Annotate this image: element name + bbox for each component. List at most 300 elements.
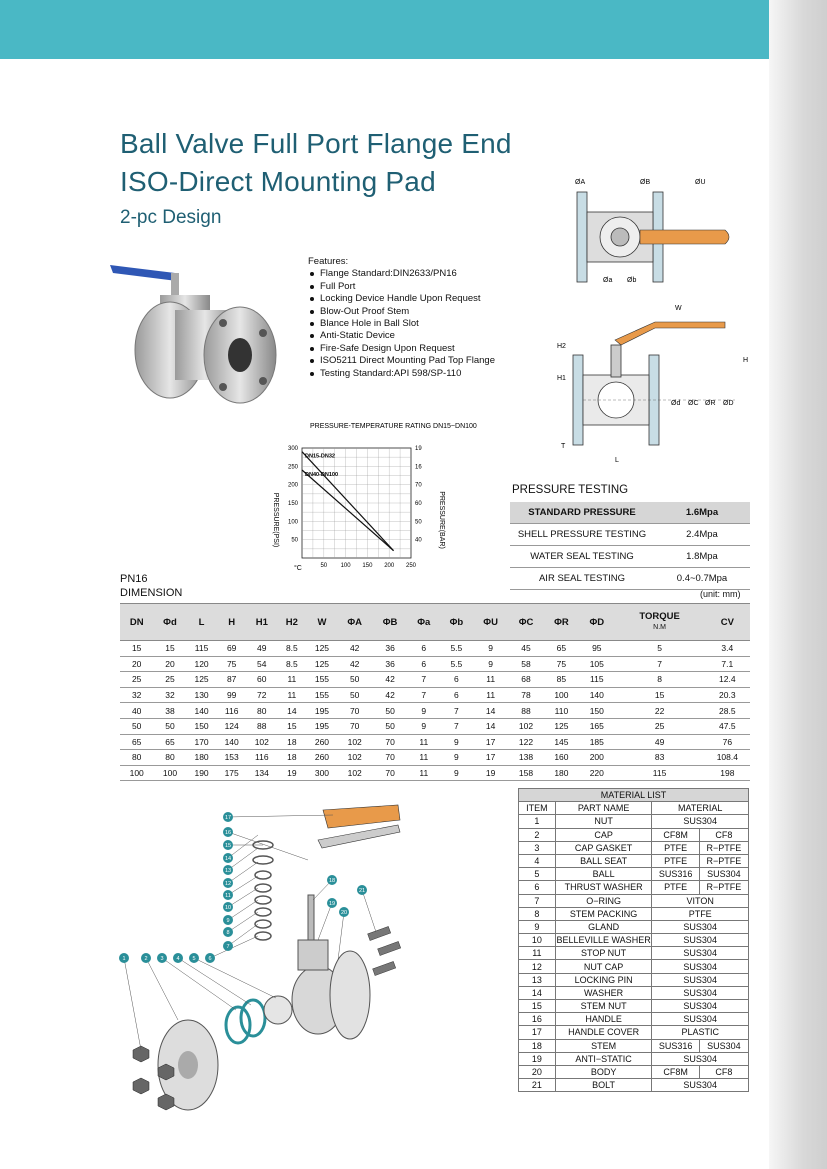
dimension-cell: 5.5	[440, 641, 473, 657]
dimension-cell: 65	[544, 641, 579, 657]
dimension-cell: 11	[277, 672, 307, 688]
dimension-cell: 6	[440, 672, 473, 688]
chart-y2tick: 50	[415, 519, 422, 526]
dimension-cell: 17	[473, 734, 508, 750]
dimension-header: H2	[277, 604, 307, 641]
dimension-cell: 70	[372, 734, 407, 750]
top-view-drawing	[565, 172, 745, 297]
dimension-cell: 40	[120, 703, 153, 719]
label-Øa: Øa	[603, 277, 613, 284]
material-row	[519, 947, 749, 960]
material-value: SUS304	[652, 934, 749, 947]
dimension-cell: 11	[473, 672, 508, 688]
callout-number: 13	[224, 868, 232, 874]
dimension-cell: 100	[544, 687, 579, 703]
dimension-cell: 15	[615, 687, 705, 703]
pressure-row	[510, 568, 750, 590]
dimension-cell: 18	[277, 734, 307, 750]
pressure-test-value: 1.8Mpa	[654, 546, 750, 568]
torque-unit: N.M	[653, 623, 666, 631]
callout-number: 4	[176, 956, 180, 962]
material-row	[519, 1026, 749, 1039]
material-row	[519, 986, 749, 999]
chart-ylabel: PRESSURE(PSI)	[272, 492, 279, 548]
dimension-cell: 110	[544, 703, 579, 719]
dimension-cell: 75	[217, 656, 247, 672]
material-value: SUS304	[652, 1000, 749, 1013]
dimension-cell: 20	[153, 656, 186, 672]
callout-number: 12	[224, 881, 232, 887]
material-item-no: 21	[519, 1079, 556, 1092]
dimension-cell: 100	[153, 765, 186, 781]
chart-title: PRESSURE-TEMPERATURE RATING DN15~DN100	[310, 423, 477, 430]
page-edge-gradient	[769, 0, 827, 1169]
dimension-label: DIMENSION	[120, 587, 183, 599]
dimension-cell: 68	[508, 672, 543, 688]
pressure-test-value: 1.6Mpa	[654, 502, 750, 524]
material-value: SUS304	[652, 947, 749, 960]
dimension-cell: 11	[408, 750, 440, 766]
dimension-cell: 140	[187, 703, 217, 719]
material-row	[519, 841, 749, 854]
chart-y2tick: 19	[415, 446, 422, 452]
dimension-cell: 9	[440, 734, 473, 750]
material-header-row	[519, 802, 749, 815]
dimension-cell: 80	[120, 750, 153, 766]
material-part-name: HANDLE COVER	[555, 1026, 652, 1039]
dimension-header: ΦU	[473, 604, 508, 641]
pressure-test-value: 2.4Mpa	[654, 524, 750, 546]
dimension-cell: 14	[473, 703, 508, 719]
chart-ytick: 300	[287, 446, 298, 452]
dimension-cell: 54	[247, 656, 277, 672]
dimension-header: Φb	[440, 604, 473, 641]
material-list-title: MATERIAL LIST	[519, 789, 749, 802]
material-row	[519, 1079, 749, 1092]
dimension-cell: 11	[277, 687, 307, 703]
dimension-cell: 150	[579, 703, 614, 719]
callout-number: 5	[192, 956, 196, 962]
callout-leader	[194, 958, 276, 998]
chart-series-line	[302, 452, 394, 551]
dimension-cell: 32	[153, 687, 186, 703]
label-ØR: ØR	[705, 400, 716, 407]
dimension-row	[120, 734, 750, 750]
dimension-cell: 69	[217, 641, 247, 657]
dimension-cell: 9	[408, 718, 440, 734]
chart-y2label: PRESSURE(BAR)	[438, 491, 445, 549]
dimension-cell: 220	[579, 765, 614, 781]
chart-series-line	[302, 470, 394, 551]
label-ØA: ØA	[575, 179, 586, 186]
callout-leader	[210, 936, 258, 958]
material-item-no: 3	[519, 841, 556, 854]
dimension-cell: 102	[337, 734, 372, 750]
dimension-cell: 65	[120, 734, 153, 750]
label-L: L	[615, 457, 619, 464]
callout-leader	[338, 912, 344, 960]
material-value-alt: CF8	[699, 1065, 748, 1078]
dimension-header: CV	[705, 604, 750, 641]
dimension-cell: 58	[508, 656, 543, 672]
material-part-name: THRUST WASHER	[555, 881, 652, 894]
dimension-cell: 7	[440, 703, 473, 719]
callout-number: 7	[226, 944, 230, 950]
dimension-cell: 99	[217, 687, 247, 703]
callout-number: 2	[144, 956, 148, 962]
material-value: CF8M	[652, 1065, 699, 1078]
material-row	[519, 934, 749, 947]
dimension-cell: 18	[277, 750, 307, 766]
dimension-header: W	[307, 604, 337, 641]
dimension-cell: 70	[372, 750, 407, 766]
chart-xtick: 200	[384, 563, 395, 569]
dimension-row	[120, 672, 750, 688]
dimension-cell: 11	[473, 687, 508, 703]
material-item-no: 1	[519, 815, 556, 828]
dimension-cell: 9	[473, 656, 508, 672]
dimension-cell: 95	[579, 641, 614, 657]
dimension-cell: 88	[508, 703, 543, 719]
label-Ød: Ød	[671, 400, 681, 407]
material-part-name: STOP NUT	[555, 947, 652, 960]
dimension-cell: 6	[408, 641, 440, 657]
dimension-cell: 42	[372, 687, 407, 703]
callout-number: 11	[225, 893, 231, 899]
exploded-view-drawing	[118, 800, 418, 1120]
dimension-cell: 70	[337, 703, 372, 719]
dimension-row	[120, 718, 750, 734]
dimension-row	[120, 750, 750, 766]
page-subtitle: 2-pc Design	[120, 207, 222, 228]
material-row	[519, 894, 749, 907]
callout-leader	[228, 815, 333, 817]
chart-ytick: 150	[287, 501, 298, 507]
dimension-cell: 78	[508, 687, 543, 703]
section-view-drawing	[555, 300, 755, 468]
page-title-line1: Ball Valve Full Port Flange End	[120, 128, 512, 159]
dimension-cell: 175	[217, 765, 247, 781]
dimension-cell: 100	[120, 765, 153, 781]
material-part-name: BELLEVILLE WASHER	[556, 935, 651, 946]
material-value-alt: R−PTFE	[699, 881, 748, 894]
material-row	[519, 1013, 749, 1026]
material-value: SUS304	[652, 815, 749, 828]
dimension-table	[120, 603, 750, 781]
material-item-no: 19	[519, 1052, 556, 1065]
material-header: MATERIAL	[652, 802, 749, 815]
material-item-no: 10	[519, 934, 556, 947]
material-part-name: BALL SEAT	[555, 854, 652, 867]
dimension-cell: 125	[544, 718, 579, 734]
material-row	[519, 828, 749, 841]
material-row	[519, 920, 749, 933]
material-item-no: 14	[519, 986, 556, 999]
dimension-cell: 9	[440, 750, 473, 766]
feature-item: Blance Hole in Ball Slot	[308, 318, 495, 330]
material-part-name: O−RING	[555, 894, 652, 907]
material-part-name: STEM NUT	[555, 1000, 652, 1013]
material-part-name: CAP	[555, 828, 652, 841]
label-T: T	[561, 443, 566, 450]
label-H: H	[743, 357, 749, 364]
material-value: PLASTIC	[652, 1026, 749, 1039]
dimension-cell: 125	[307, 656, 337, 672]
callout-leader	[178, 958, 251, 1005]
material-value: SUS316	[652, 868, 699, 881]
material-item-no: 16	[519, 1013, 556, 1026]
dimension-cell: 9	[440, 765, 473, 781]
pn-label: PN16	[120, 573, 148, 585]
material-header: PART NAME	[555, 802, 652, 815]
dimension-row	[120, 687, 750, 703]
material-value-alt: CF8	[699, 828, 748, 841]
material-part-name: HANDLE	[555, 1013, 652, 1026]
material-header: ITEM	[519, 802, 556, 815]
dimension-cell: 125	[187, 672, 217, 688]
dimension-cell: 3.4	[705, 641, 750, 657]
material-value-alt: SUS304	[699, 868, 748, 881]
chart-y2tick: 40	[415, 537, 422, 544]
material-value: SUS304	[652, 1079, 749, 1092]
dimension-cell: 49	[247, 641, 277, 657]
callout-leader	[146, 958, 178, 1020]
dimension-cell: 138	[508, 750, 543, 766]
material-part-name: ANTI−STATIC	[555, 1052, 652, 1065]
material-value: SUS304	[652, 1013, 749, 1026]
dimension-cell: 12.4	[705, 672, 750, 688]
material-part-name: STEM	[555, 1039, 652, 1052]
material-value: SUS316	[652, 1039, 699, 1052]
dimension-cell: 180	[544, 765, 579, 781]
material-list-table	[518, 788, 749, 1092]
unit-label: (unit: mm)	[700, 589, 741, 599]
callout-leader	[162, 958, 236, 1010]
material-value-alt: SUS304	[699, 1039, 748, 1052]
dimension-cell: 185	[579, 734, 614, 750]
dimension-cell: 20.3	[705, 687, 750, 703]
pressure-testing-table	[510, 502, 750, 590]
dimension-cell: 7	[408, 672, 440, 688]
pressure-temperature-chart	[266, 420, 477, 585]
dimension-cell: 15	[153, 641, 186, 657]
dimension-header: H1	[247, 604, 277, 641]
feature-item: Flange Standard:DIN2633/PN16	[308, 268, 495, 280]
callout-leader	[228, 876, 258, 895]
material-item-no: 7	[519, 894, 556, 907]
dimension-cell: 170	[187, 734, 217, 750]
material-value: SUS304	[652, 973, 749, 986]
dimension-cell: 115	[187, 641, 217, 657]
dimension-cell: 115	[615, 765, 705, 781]
dimension-cell: 7	[408, 687, 440, 703]
dimension-cell: 300	[307, 765, 337, 781]
dimension-cell: 42	[372, 672, 407, 688]
dimension-cell: 190	[187, 765, 217, 781]
callout-number: 15	[224, 843, 232, 849]
chart-y2tick: 60	[415, 501, 422, 507]
dimension-cell: 155	[307, 687, 337, 703]
feature-item: Full Port	[308, 281, 495, 293]
callout-number: 10	[224, 905, 232, 911]
material-value-alt: R−PTFE	[699, 854, 748, 867]
material-value-alt: R−PTFE	[699, 841, 748, 854]
dimension-header: L	[187, 604, 217, 641]
features-heading: Features:	[308, 256, 349, 267]
dimension-cell: 260	[307, 734, 337, 750]
dimension-cell: 19	[277, 765, 307, 781]
callout-number: 16	[224, 830, 232, 836]
callout-number: 19	[328, 901, 336, 907]
feature-item: Locking Device Handle Upon Request	[308, 293, 495, 305]
dimension-cell: 70	[337, 718, 372, 734]
dimension-cell: 42	[337, 656, 372, 672]
material-value: CF8M	[652, 828, 699, 841]
dimension-cell: 8.5	[277, 656, 307, 672]
material-value: PTFE	[652, 881, 699, 894]
chart-xtick: 150	[362, 563, 373, 569]
dimension-cell: 80	[247, 703, 277, 719]
material-item-no: 20	[519, 1065, 556, 1078]
pressure-test-name: AIR SEAL TESTING	[510, 568, 654, 590]
feature-item: Testing Standard:API 598/SP-110	[308, 368, 495, 380]
callout-number: 8	[226, 930, 230, 936]
callout-leader	[228, 862, 258, 883]
material-row	[519, 1065, 749, 1078]
dimension-cell: 36	[372, 656, 407, 672]
callout-leader	[228, 888, 258, 907]
pressure-test-value: 0.4~0.7Mpa	[654, 568, 750, 590]
dimension-cell: 116	[217, 703, 247, 719]
dimension-cell: 9	[473, 641, 508, 657]
material-part-name: NUT CAP	[555, 960, 652, 973]
dimension-cell: 105	[579, 656, 614, 672]
dimension-header	[615, 604, 705, 641]
dimension-cell: 45	[508, 641, 543, 657]
chart-series-label: DN40-DN100	[305, 472, 339, 478]
chart-y2tick: 70	[415, 482, 422, 489]
chart-ytick: 200	[287, 482, 298, 489]
dimension-cell: 60	[247, 672, 277, 688]
pressure-testing-title: PRESSURE TESTING	[512, 484, 629, 496]
dimension-cell: 42	[337, 641, 372, 657]
dimension-row	[120, 656, 750, 672]
dimension-cell: 195	[307, 703, 337, 719]
dimension-header: ΦA	[337, 604, 372, 641]
material-part-name: BODY	[555, 1065, 652, 1078]
callout-number: 6	[208, 956, 212, 962]
dimension-row	[120, 641, 750, 657]
dimension-cell: 28.5	[705, 703, 750, 719]
label-H2: H2	[557, 343, 566, 350]
dimension-cell: 50	[153, 718, 186, 734]
material-item-no: 15	[519, 1000, 556, 1013]
material-item-no: 11	[519, 947, 556, 960]
material-title-row	[519, 789, 749, 802]
dimension-cell: 153	[217, 750, 247, 766]
material-part-name: WASHER	[555, 986, 652, 999]
dimension-cell: 140	[579, 687, 614, 703]
pressure-test-name: STANDARD PRESSURE	[510, 502, 654, 524]
dimension-cell: 155	[307, 672, 337, 688]
material-row	[519, 907, 749, 920]
callout-number: 18	[328, 878, 336, 884]
material-row	[519, 1052, 749, 1065]
label-H1: H1	[557, 375, 566, 382]
dimension-cell: 6	[440, 687, 473, 703]
dimension-cell: 72	[247, 687, 277, 703]
chart-series-label: DN15-DN32	[305, 453, 335, 460]
callout-leader	[362, 890, 376, 932]
dimension-cell: 17	[473, 750, 508, 766]
dimension-row	[120, 765, 750, 781]
material-value: SUS304	[652, 986, 749, 999]
dimension-cell: 195	[307, 718, 337, 734]
dimension-cell: 20	[120, 656, 153, 672]
dimension-cell: 11	[408, 734, 440, 750]
dimension-cell: 160	[544, 750, 579, 766]
callout-leader	[318, 903, 332, 940]
dimension-cell: 25	[153, 672, 186, 688]
material-item-no: 6	[519, 881, 556, 894]
callout-number: 17	[224, 815, 232, 821]
dimension-cell: 50	[372, 703, 407, 719]
dimension-cell: 36	[372, 641, 407, 657]
page-title-line2: ISO-Direct Mounting Pad	[120, 166, 436, 197]
dimension-cell: 8	[615, 672, 705, 688]
dimension-header: H	[217, 604, 247, 641]
dimension-cell: 6	[408, 656, 440, 672]
feature-item: Fire-Safe Design Upon Request	[308, 343, 495, 355]
dimension-header: ΦC	[508, 604, 543, 641]
dimension-cell: 75	[544, 656, 579, 672]
dimension-cell: 7.1	[705, 656, 750, 672]
material-row	[519, 960, 749, 973]
features-list	[308, 256, 495, 380]
dimension-cell: 50	[337, 672, 372, 688]
dimension-cell: 22	[615, 703, 705, 719]
dimension-cell: 70	[372, 765, 407, 781]
dimension-cell: 108.4	[705, 750, 750, 766]
dimension-cell: 50	[120, 718, 153, 734]
dimension-cell: 116	[247, 750, 277, 766]
callout-number: 9	[226, 918, 230, 924]
chart-xtick: 50	[320, 563, 328, 569]
dimension-cell: 25	[615, 718, 705, 734]
feature-item: Anti-Static Device	[308, 330, 495, 342]
dimension-cell: 120	[187, 656, 217, 672]
dimension-cell: 88	[247, 718, 277, 734]
dimension-cell: 15	[277, 718, 307, 734]
dimension-cell: 145	[544, 734, 579, 750]
material-item-no: 13	[519, 973, 556, 986]
dimension-cell: 102	[247, 734, 277, 750]
pressure-row	[510, 502, 750, 524]
label-ØD: ØD	[723, 400, 734, 407]
label-ØC: ØC	[688, 400, 699, 407]
dimension-cell: 130	[187, 687, 217, 703]
dimension-cell: 15	[120, 641, 153, 657]
dimension-header: ΦB	[372, 604, 407, 641]
material-row	[519, 1000, 749, 1013]
dimension-cell: 14	[473, 718, 508, 734]
dimension-cell: 102	[508, 718, 543, 734]
dimension-cell: 8.5	[277, 641, 307, 657]
dimension-cell: 200	[579, 750, 614, 766]
label-W: W	[675, 305, 682, 312]
callout-leader	[228, 900, 258, 920]
top-banner	[0, 0, 827, 59]
